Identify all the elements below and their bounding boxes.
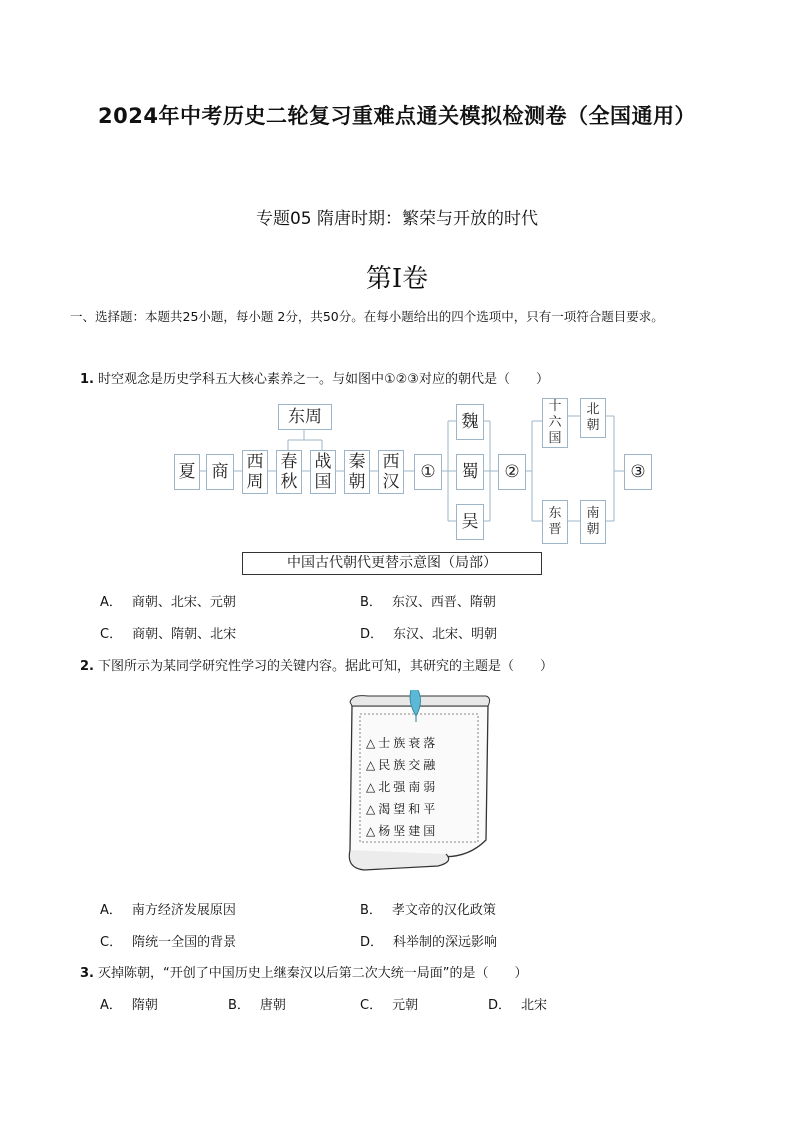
- option-2d[interactable]: D． 科举制的深远影响: [360, 935, 498, 950]
- scroll-item: △士族衰落: [366, 736, 439, 750]
- box-xia: 夏: [174, 454, 200, 490]
- option-1b[interactable]: B． 东汉、西晋、隋朝: [360, 595, 496, 610]
- option-1a[interactable]: A． 商朝、北宋、元朝: [100, 595, 236, 610]
- option-3a[interactable]: A． 隋朝: [100, 998, 158, 1013]
- option-1d[interactable]: D． 东汉、北宋、明朝: [360, 627, 498, 642]
- dynasty-diagram: [170, 396, 670, 576]
- box-shang: 商: [206, 454, 234, 490]
- scroll-illustration: [346, 690, 496, 870]
- option-text: 隋朝: [131, 998, 158, 1013]
- diagram-caption: 中国古代朝代更替示意图（局部）: [242, 552, 542, 575]
- option-text: 东汉、北宋、明朝: [393, 627, 498, 642]
- question-1: [80, 368, 549, 387]
- instructions-text: 一、选择题：本题共25小题，每小题 2分，共50分。在每小题给出的四个选项中，只有一项符合题目要求。: [70, 309, 664, 324]
- question-stem: 下图所示为某同学研究性学习的关键内容。据此可知，其研究的主题是（ ）: [97, 659, 553, 674]
- question-number: 3.: [80, 966, 94, 981]
- box-shu: 蜀: [456, 454, 484, 490]
- option-text: 唐朝: [259, 998, 286, 1013]
- box-dong-zhou: 东周: [278, 404, 332, 430]
- scroll-item: △杨坚建国: [366, 824, 439, 838]
- option-text: 南方经济发展原因: [131, 903, 236, 918]
- scroll-item: △渴望和平: [366, 802, 439, 816]
- question-2: [80, 655, 553, 674]
- box-dong-jin: 东 晋: [542, 500, 568, 544]
- box-xi-han: 西 汉: [378, 450, 404, 494]
- box-shi-liu-guo: 十 六 国: [542, 398, 568, 448]
- box-zhan-guo: 战 国: [310, 450, 336, 494]
- option-3c[interactable]: C． 元朝: [360, 998, 419, 1013]
- option-text: 科举制的深远影响: [393, 935, 498, 950]
- box-xi-zhou: 西 周: [242, 450, 268, 494]
- option-3b[interactable]: B． 唐朝: [228, 998, 286, 1013]
- question-number: 1.: [80, 372, 94, 387]
- question-stem: 灭掉陈朝，“开创了中国历史上继秦汉以后第二次大统一局面”的是（ ）: [97, 966, 528, 981]
- option-text: 商朝、北宋、元朝: [131, 595, 236, 610]
- scroll-item: △北强南弱: [366, 780, 439, 794]
- option-3d[interactable]: D． 北宋: [488, 998, 548, 1013]
- option-text: 元朝: [392, 998, 419, 1013]
- page-title: 2024年中考历史二轮复习重难点通关模拟检测卷（全国通用）: [98, 104, 696, 128]
- box-wei: 魏: [456, 404, 484, 440]
- scroll-list: [366, 732, 438, 842]
- option-1c[interactable]: C． 商朝、隋朝、北宋: [100, 627, 237, 642]
- option-text: 商朝、隋朝、北宋: [132, 627, 237, 642]
- box-circle-1: ①: [414, 454, 442, 490]
- box-bei-chao: 北 朝: [580, 398, 606, 438]
- question-stem: 时空观念是历史学科五大核心素养之一。与如图中①②③对应的朝代是（ ）: [97, 372, 549, 387]
- section-instructions: [70, 302, 730, 332]
- option-text: 北宋: [521, 998, 548, 1013]
- option-text: 东汉、西晋、隋朝: [391, 595, 496, 610]
- box-chun-qiu: 春 秋: [276, 450, 302, 494]
- topic-subtitle: 专题05 隋唐时期：繁荣与开放的时代: [255, 209, 539, 229]
- question-number: 2.: [80, 659, 94, 674]
- option-text: 隋统一全国的背景: [132, 935, 237, 950]
- option-text: 孝文帝的汉化政策: [391, 903, 496, 918]
- option-2a[interactable]: A． 南方经济发展原因: [100, 903, 236, 918]
- box-circle-2: ②: [498, 454, 526, 490]
- volume-heading: 第Ⅰ卷: [365, 264, 429, 294]
- box-wu: 吴: [456, 504, 484, 540]
- option-2b[interactable]: B． 孝文帝的汉化政策: [360, 903, 496, 918]
- scroll-item: △民族交融: [366, 758, 439, 772]
- option-2c[interactable]: C． 隋统一全国的背景: [100, 935, 237, 950]
- box-nan-chao: 南 朝: [580, 500, 606, 544]
- box-qin-chao: 秦 朝: [344, 450, 370, 494]
- box-circle-3: ③: [624, 454, 652, 490]
- question-3: [80, 962, 527, 981]
